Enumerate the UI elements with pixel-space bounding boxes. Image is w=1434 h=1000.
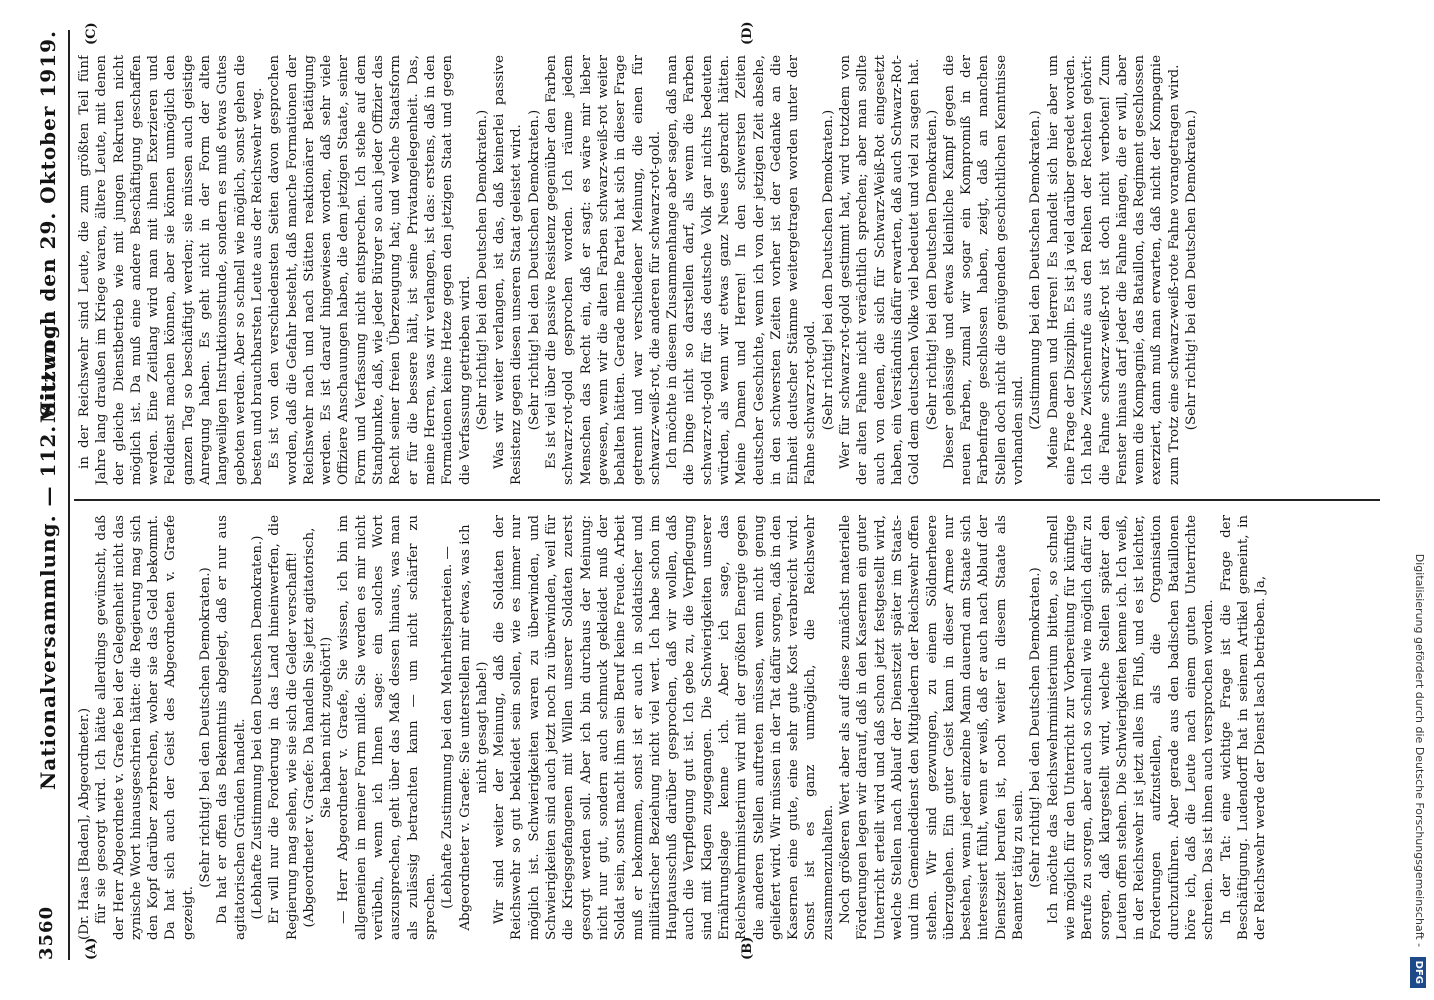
paragraph: für sie gesorgt wird. Ich hätte allerdings gewünscht, daß der Herr Abgeordnete v. Graefe bei der Gelegenheit nicht das zynische Wort hinausgeschrien hätte: die Regierung mag sich den Kopf darüber zerbrechen, woher sie das Geld bekommt. Da hat sich auch der Geist des Abgeordneten v. Graefe gezeigt. <box>94 515 196 940</box>
page-header <box>30 30 66 960</box>
dfg-logo: DFG <box>1410 957 1426 988</box>
header-rule <box>68 30 70 960</box>
credit-text: Digitalisierung gefördert durch die Deutsche Forschungsgemeinschaft - <box>1413 553 1426 948</box>
margin-marker-c: (C) <box>84 22 99 45</box>
paragraph: (Abgeordneter v. Graefe: Da handeln Sie jetzt agitatorisch, Sie haben nicht zugehört!) <box>301 527 335 928</box>
paragraph: Er will nur die Forderung in das Land hineinwerfen, die Regierung mag sehen, wie sie sich die Gelder verschafft! <box>267 515 300 940</box>
margin-marker-b: (B) <box>740 936 755 960</box>
paragraph: (Zustimmung bei den Deutschen Demokraten.) <box>1028 110 1044 430</box>
paragraph: (Sehr richtig! bei den Deutschen Demokraten.) <box>924 109 940 431</box>
paragraph: (Sehr richtig! bei den Deutschen Demokraten.) <box>474 109 490 431</box>
margin-marker-a: (A) <box>84 937 99 960</box>
paragraph: Wir sind weiter der Meinung, daß die Soldaten der Reichswehr so gut bekleidet sein sollen, wie es immer nur möglich ist. Schwierigkeiten waren zu überwinden, und Schwierigkeiten sind auch jetzt noch zu überwinden, weil für die Kriegsgefangenen mit Willen unserer Soldaten zuerst gesorgt werden soll. Aber ich bin durchaus der Meinung: nicht nur gut, sondern auch schmuck gekleidet muß der Soldat sein, sonst macht ihm sein Beruf keine Freude. Arbeit muß er bekommen, sonst ist er auch in soldatischer und militärischer Beziehung nicht viel wert. Ich habe schon im Hauptausschuß darüber gesprochen, daß wir wollen, daß auch die Verpflegung gut ist. Ich gebe zu, die Verpflegung sind mit Klagen zugegangen. Die Schwierigkeiten unserer Ernährungslage kenne ich. Aber ich sage, das Reichswehrministerium wird mit der größten Energie gegen die anderen Stellen auftreten müssen, wenn nicht genug geliefert wird. Wir müssen in der Tat dafür sorgen, daß in den Kasernen eine gute, eine sehr gute Kost verabreicht wird. Sonst ist es ganz unmöglich, die Reichswehr zusammenzuhalten. <box>492 515 836 940</box>
paragraph: (Sehr richtig! bei den Deutschen Demokraten.) <box>820 109 836 431</box>
paragraph: Meine Damen und Herren! Es handelt sich hier aber um eine Frage der Disziplin. Es ist ja viel darüber geredet worden. Ich habe Zwischenrufe aus den Reihen der Rechten gehört: die Fahne schwarz-weiß-rot ist doch nicht verboten! Zum Fenster hinaus darf jeder die Fahne hängen, die er will, aber wenn die Kompagnie, das Bataillon, das Regiment geschlossen exerziert, dann muß man erwarten, daß nicht der Kompagnie zum Trotz eine schwarz-weiß-rote Fahne vorangetragen wird. <box>1045 55 1182 485</box>
margin-marker-d: (D) <box>740 21 755 45</box>
paragraph: Wer für schwarz-rot-gold gestimmt hat, wird trotzdem von der alten Fahne nicht verächtlich sprechen; aber man sollte auch von denen, die sich für Schwarz-Weiß-Rot eingesetzt haben, ein Verständnis dafür erwarten, daß auch Schwarz-Rot-Gold dem deutschen Volke viel bedeutet und viel zu sagen hat. <box>838 55 923 485</box>
paragraph: Ich möchte in diesem Zusammenhange aber sagen, daß man die Dinge nicht so darstellen darf, als wenn die Farben schwarz-rot-gold für das deutsche Volk gar nichts bedeuten würden, als wenn wir etwas ganz Neues gebracht hätten. Meine Damen und Herren! In den schwersten Zeiten deutscher Geschichte, wenn ich von der jetzigen Zeit absehe, in den schwersten Zeiten vorher ist der Gedanke an die Einheit deutscher Stämme weitergetragen worden unter der Fahne schwarz-rot-gold. <box>665 55 819 485</box>
right-column <box>76 55 1380 485</box>
page-number: 3560 <box>36 905 57 960</box>
paragraph: (Sehr richtig! bei den Deutschen Demokraten.) <box>1028 567 1044 888</box>
paragraph: (Sehr richtig! bei den Deutschen Demokraten.) <box>198 567 214 888</box>
paragraph: (Sehr richtig! bei den Deutschen Demokraten.) <box>1184 109 1199 431</box>
paragraph: Dieser gehässige und etwas kleinliche Kampf gegen die neuen Farben, zumal wir sogar ein Kompromiß in der Farbenfrage geschlossen haben, zeigt, daß an manchen Stellen doch nicht die genügenden geschichtlichen Kenntnisse vorhanden sind. <box>941 55 1027 485</box>
paragraph: (Lebhafte Zustimmung bei den Deutschen Demokraten.) <box>249 535 265 920</box>
paragraph: — Herr Abgeordneter v. Graefe, Sie wissen, ich bin im allgemeinen in meiner Form milde. Sie werden es mir nicht verübeln, wenn ich Ihnen sage: ein solches Wort auszusprechen, geht über das Maß dessen hinaus, was man als zulässig betrachten kann — um nicht schärfer zu sprechen. <box>336 515 438 940</box>
paragraph: In der Tat: eine wichtige Frage ist die Frage der Beschäftigung. Ludendorff hat in seinem Artikel gemeint, in der Reichswehr werde der Dienst lasch betrieben. Ja, <box>1218 515 1269 940</box>
paragraph: Was wir weiter verlangen, ist das, daß keinerlei passive Resistenz gegen diesen unseren Staat geleistet wird. <box>492 55 525 485</box>
column-divider <box>74 499 1380 501</box>
paragraph: Es ist von den verschiedensten Seiten davon gesprochen worden, daß die Gefahr besteht, daß manche Formationen der Reichswehr nach und nach Stätten reaktionärer Betätigung werden. Es ist darauf hingewiesen worden, daß sehr viele Offiziere Anschauungen haben, die dem jetzigen Staate, seiner Form und Verfassung nicht entsprechen. Ich stehe auf dem Standpunkte, daß, wie jeder Bürger so auch jeder Offizier das Recht seiner freien Überzeugung hat; und welche Staatsform er für die bessere hält, ist seine Privatangelegenheit. Das, meine Herren, was wir verlangen, ist das: erstens, daß in den Formationen keine Hetze gegen den jetzigen Staat und gegen die Verfassung getrieben wird. <box>267 55 473 485</box>
paragraph: Da hat er offen das Bekenntnis abgelegt, daß er nur aus agitatorischen Gründen handelt. <box>215 515 248 940</box>
paragraph: Ich möchte das Reichswehrministerium bitten, so schnell wie möglich für den Unterricht zur Vorbereitung für künftige Berufe zu sorgen, aber auch so schnell wie möglich dafür zu sorgen, daß klargestellt wird, welche Stellen später den Leuten offen stehen. Die Schwierigkeiten kenne ich. Ich weiß, in der Reichswehr ist jetzt alles im Fluß, und es ist leichter, Forderungen aufzustellen, als die Organisation durchzuführen. Aber gerade aus den badischen Bataillonen höre ich, daß die Leute nach einem guten Unterrichte schreien. Das ist ihnen auch versprochen worden. <box>1045 515 1217 940</box>
left-column <box>76 515 1380 940</box>
paragraph: (Lebhafte Zustimmung bei den Mehrheitsparteien. — Abgeordneter v. Graefe: Sie unterstellen mir etwas, was ich nicht gesagt habe!) <box>440 524 490 931</box>
paragraph: (Dr. Haas [Baden], Abgeordneter.) <box>77 707 92 940</box>
digitization-credit <box>1408 8 1430 988</box>
paragraph: Es ist viel über die passive Resistenz gegenüber den Farben schwarz-rot-gold gesprochen worden. Ich räume jedem Menschen das Recht ein, daß er sagt: es wäre mir lieber gewesen, wenn wir die alten Farben schwarz-weiß-rot weiter behalten hätten. Gerade meine Partei hat sich in dieser Frage getrennt und war verschiedener Meinung, die einen für schwarz-weiß-rot, die anderen für schwarz-rot-gold. <box>544 55 663 485</box>
paragraph: in der Reichswehr sind Leute, die zum größten Teil fünf Jahre lang draußen im Kriege waren, ältere Leute, mit denen der gleiche Dienstbetrieb wie mit jungen Rekruten nicht möglich ist. Da muß eine andere Beschäftigung geschaffen werden. Eine Zeitlang wird man mit ihnen Exerzieren und Felddienst machen können, aber sie können unmöglich den ganzen Tag so beschäftigt werden; sie müssen auch geistige Anregung haben. Es geht nicht in der Form der alten langweiligen Instruktionsstunde, sondern es muß etwas Gutes geboten werden. Aber so schnell wie möglich, sonst gehen die besten und brauchbarsten Leute aus der Reichswehr weg. <box>77 55 265 485</box>
session-date: Mittwoch den 29. Oktober 1919. <box>36 30 60 424</box>
paragraph: (Sehr richtig! bei den Deutschen Demokraten.) <box>526 109 542 431</box>
paragraph: Noch größeren Wert aber als auf diese zunächst materielle Förderungen legen wir darauf, daß in den Kasernen ein guter Unterricht erteilt wird und daß schon jetzt festgestellt wird, welche Stellen nach Ablauf der Dienstzeit später im Staats- und im Gemeindedienst den Mitgliedern der Reichswehr offen stehen. Wir sind gezwungen, zu einem Söldnerheere überzugehen. Ein guter Geist kann in dieser Armee nur bestehen, wenn jeder einzelne Mann dauernd am Staate sich interessiert fühlt, wenn er weiß, daß er auch nach Ablauf der Dienstzeit berufen ist, noch weiter in diesem Staate als Beamter tätig zu sein. <box>838 515 1027 940</box>
page-title: Nationalversammlung. — 112. Sitzung. <box>36 316 60 790</box>
